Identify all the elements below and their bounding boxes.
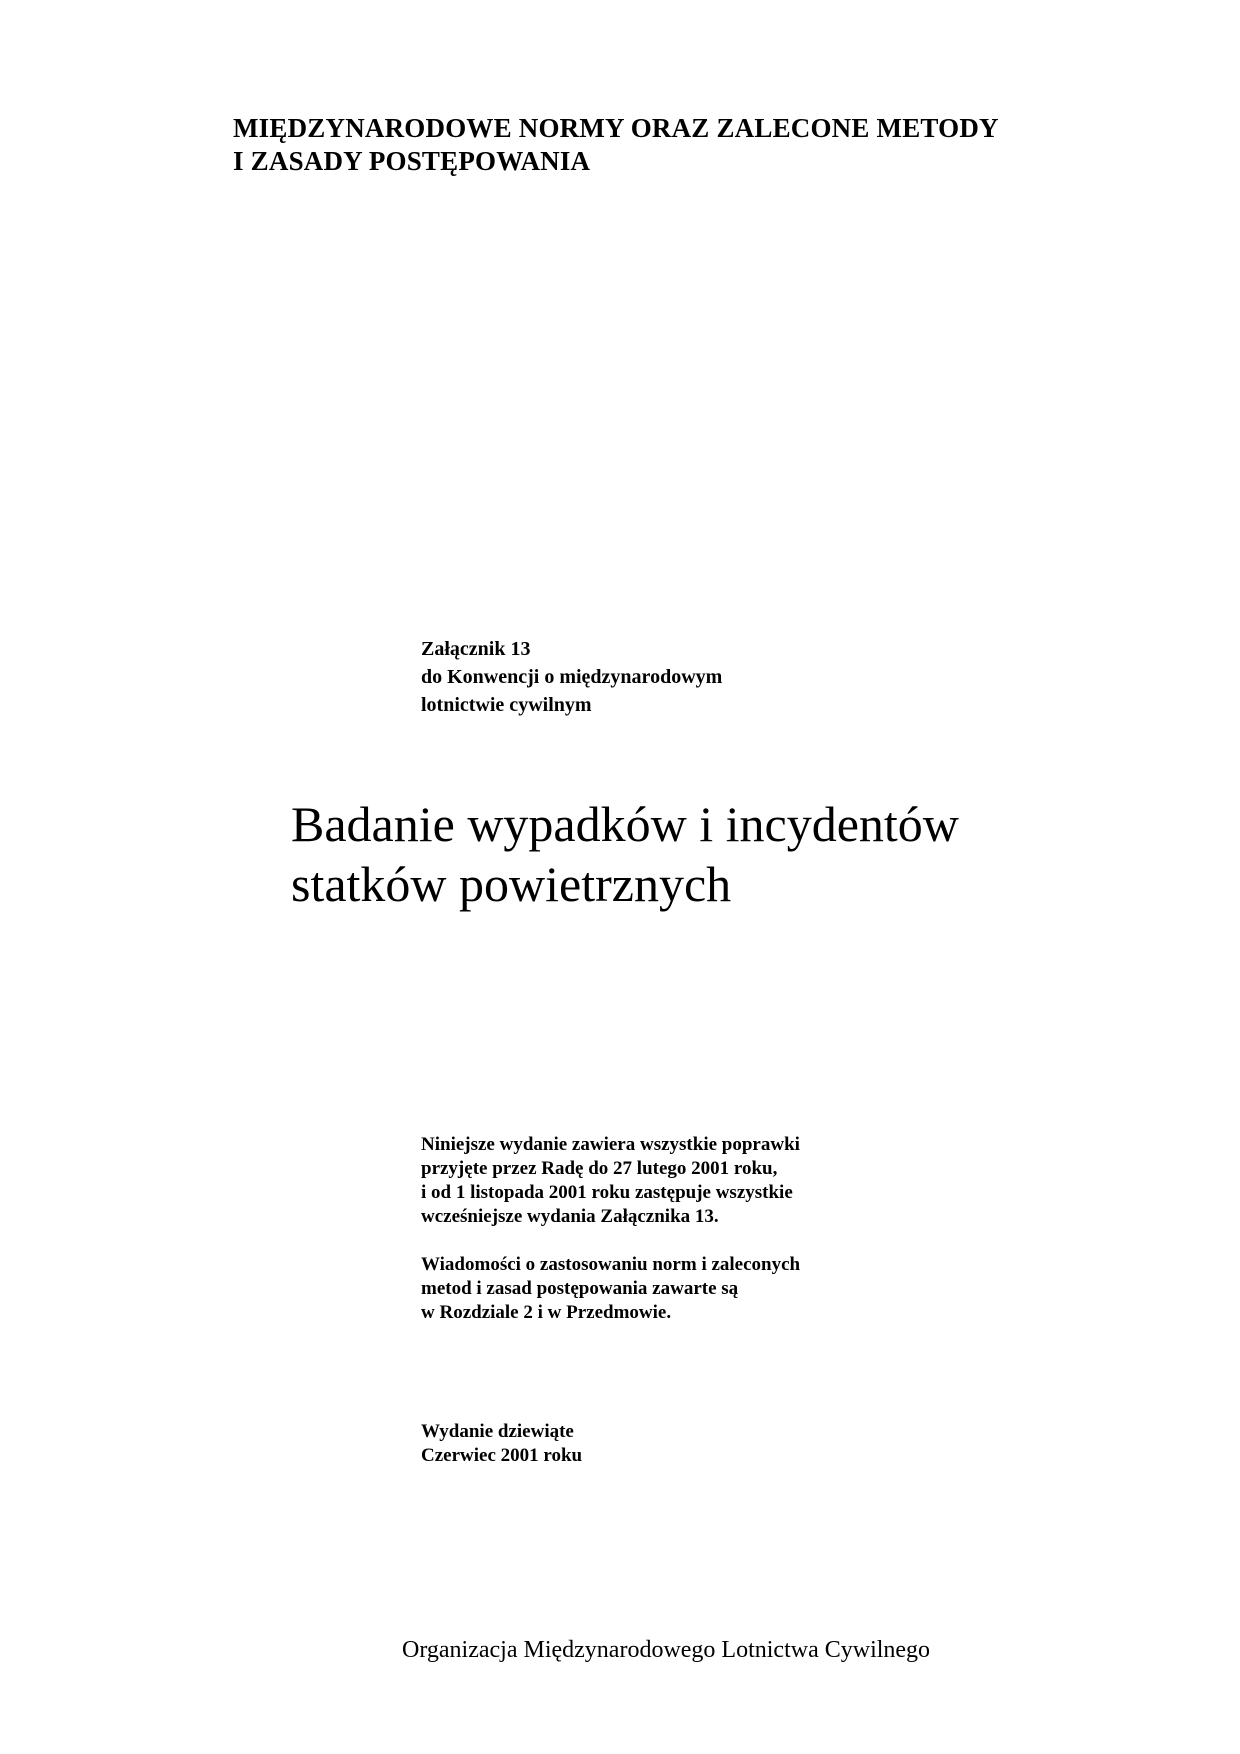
document-header [233, 112, 1133, 178]
document-title [291, 794, 1171, 914]
note-line: Niniejsze wydanie zawiera wszystkie poprawki [421, 1134, 800, 1155]
note-line: przyjęte przez Radę do 27 lutego 2001 roku, [421, 1158, 778, 1179]
title-line: statków powietrznych [291, 856, 732, 912]
edition-line: Wydanie dziewiąte [421, 1421, 574, 1442]
edition-info [421, 1420, 821, 1468]
annex-line: Załącznik 13 [421, 638, 531, 660]
header-line: I ZASADY POSTĘPOWANIA [233, 146, 591, 176]
note-line: i od 1 listopada 2001 roku zastępuje wszystkie [421, 1182, 793, 1203]
amendments-note [421, 1133, 981, 1229]
note-line: Wiadomości o zastosowaniu norm i zaleconych [421, 1254, 801, 1275]
applicability-note [421, 1253, 981, 1325]
publisher-name: Organizacja Międzynarodowego Lotnictwa Cywilnego [402, 1637, 931, 1663]
annex-reference [421, 635, 981, 719]
note-line: w Rozdziale 2 i w Przedmowie. [421, 1302, 672, 1323]
header-line: MIĘDZYNARODOWE NORMY ORAZ ZALECONE METODY [233, 113, 999, 143]
note-line: metod i zasad postępowania zawarte są [421, 1278, 739, 1299]
edition-date: Czerwiec 2001 roku [421, 1445, 583, 1466]
annex-line: do Konwencji o międzynarodowym [421, 666, 723, 688]
title-line: Badanie wypadków i incydentów [291, 796, 959, 852]
annex-line: lotnictwie cywilnym [421, 694, 592, 716]
note-line: wcześniejsze wydania Załącznika 13. [421, 1206, 719, 1227]
